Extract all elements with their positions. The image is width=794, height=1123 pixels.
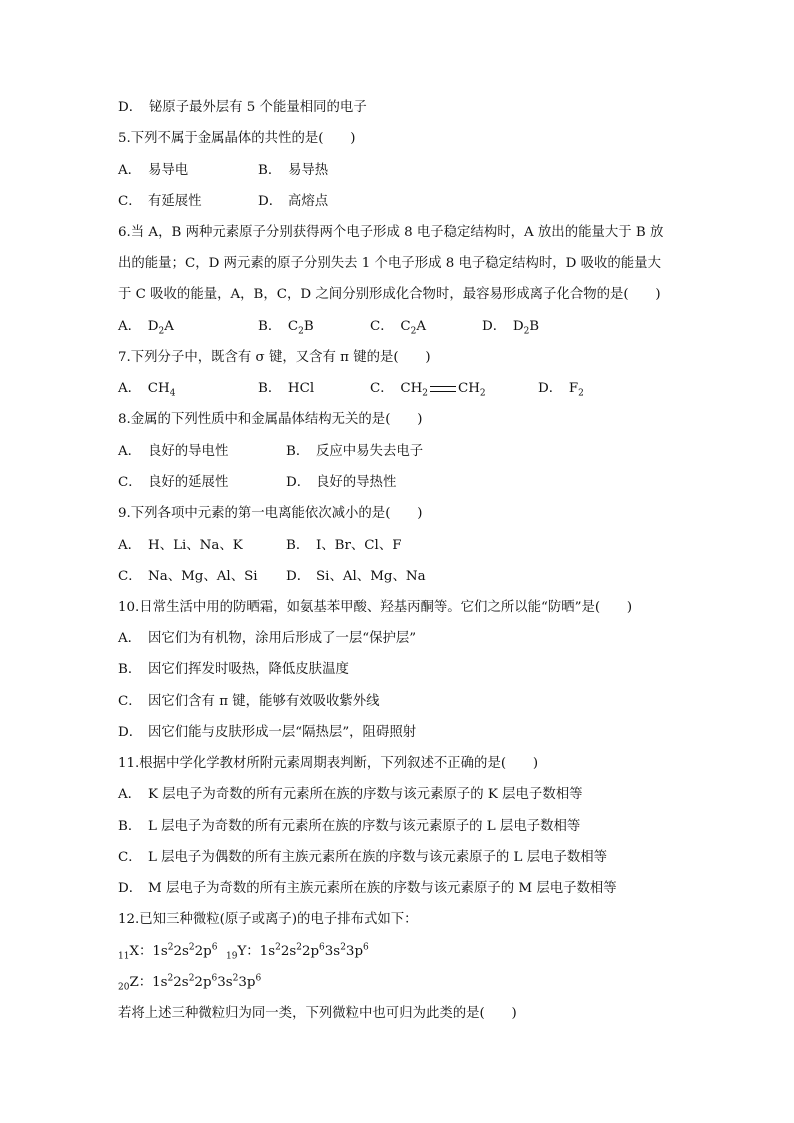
- option-text: L 层电子为奇数的所有元素所在族的序数与该元素原子的 L 层电子数相等: [148, 819, 581, 834]
- option-label: A．: [118, 163, 142, 178]
- option-text: 有延展性: [148, 194, 202, 209]
- q5-option-a: [118, 161, 188, 181]
- option-text: 易导热: [288, 163, 329, 178]
- question-12: 12.已知三种微粒(原子或离子)的电子排布式如下：: [118, 912, 418, 927]
- option-label: D．: [286, 569, 311, 584]
- q8-option-b: [286, 442, 423, 462]
- option-text: 因它们含有 π 键，能够有效吸收紫外线: [148, 694, 380, 709]
- option-text: 良好的导热性: [316, 475, 397, 490]
- option-text: Na、Mg、Al、Si: [148, 569, 258, 584]
- option-d-line: D． 铋原子最外层有 5 个能量相同的电子: [118, 100, 367, 115]
- question-12-prompt: 若将上述三种微粒归为同一类，下列微粒中也可归为此类的是( ): [118, 1006, 517, 1021]
- q5-option-d: [258, 192, 328, 212]
- option-text: M 层电子为奇数的所有主族元素所在族的序数与该元素原子的 M 层电子数相等: [148, 881, 617, 896]
- q9-option-d: [286, 567, 426, 587]
- option-text: 反应中易失去电子: [316, 444, 424, 459]
- option-label: B．: [258, 163, 282, 178]
- q10-option-c: [118, 692, 380, 712]
- option-text: 良好的延展性: [148, 475, 229, 490]
- option-label: A．: [118, 444, 142, 459]
- option-label: A．: [118, 631, 142, 646]
- q11-option-a: [118, 785, 583, 805]
- option-label: A．: [118, 538, 142, 553]
- q6-option-d: D． $D_2B$: [482, 319, 540, 337]
- q9-option-a: [118, 536, 243, 556]
- option-label: D．: [286, 475, 311, 490]
- q8-option-a: [118, 442, 228, 462]
- q10-option-d: [118, 723, 416, 743]
- option-label: B．: [286, 444, 310, 459]
- question-8: 8.金属的下列性质中和金属晶体结构无关的是( ): [118, 412, 423, 427]
- option-label: D．: [258, 194, 283, 209]
- option-text: 良好的导电性: [148, 444, 229, 459]
- q10-option-b: [118, 660, 349, 680]
- option-label: B．: [286, 538, 310, 553]
- q11-option-b: [118, 817, 580, 837]
- option-label: A．: [118, 787, 142, 802]
- option-label: C．: [118, 569, 142, 584]
- electron-config-xy: $_{11}$X：$1s^22s^22p^6$ $_{19}$Y：$1s^22s^22p^63s^23p^6$: [118, 942, 369, 962]
- question-5: 5.下列不属于金属晶体的共性的是( ): [118, 131, 356, 146]
- option-label: D．: [118, 881, 143, 896]
- q7-option-b: B． HCl: [258, 381, 315, 396]
- option-text: K 层电子为奇数的所有元素所在族的序数与该元素原子的 K 层电子数相等: [148, 787, 583, 802]
- q8-option-c: [118, 473, 228, 493]
- q9-option-b: [286, 536, 402, 556]
- option-label: C．: [118, 475, 142, 490]
- q6-option-a: A． $D_2A$: [118, 319, 174, 337]
- option-text: 因它们为有机物，涂用后形成了一层“保护层”: [148, 631, 417, 646]
- option-text: L 层电子为偶数的所有主族元素所在族的序数与该元素原子的 L 层电子数相等: [148, 850, 608, 865]
- option-label: C．: [118, 694, 142, 709]
- option-text: 因它们挥发时吸热，降低皮肤温度: [148, 662, 349, 677]
- q5-option-c: [118, 192, 202, 212]
- q10-option-a: [118, 629, 416, 649]
- option-text: 因它们能与皮肤形成一层“隔热层”，阻碍照射: [148, 725, 417, 740]
- option-text: I、Br、Cl、F: [316, 538, 402, 553]
- option-label: B．: [118, 819, 142, 834]
- question-6-line-1: 6.当 A，B 两种元素原子分别获得两个电子形成 8 电子稳定结构时，A 放出的能量大于 B 放: [118, 225, 664, 240]
- q8-option-d: [286, 473, 396, 493]
- q7-option-c: C． $CH_2$ $CH_2$: [370, 381, 486, 399]
- electron-config-z: $_{20}$Z：$1s^22s^22p^63s^23p^6$: [118, 973, 262, 993]
- option-label: D．: [118, 725, 143, 740]
- question-6-line-2: 出的能量；C，D 两元素的原子分别失去 1 个电子形成 8 电子稳定结构时，D 吸收的能量大: [118, 256, 661, 271]
- question-10: 10.日常生活中用的防晒霜，如氨基苯甲酸、羟基丙酮等。它们之所以能“防晒”是( ): [118, 600, 633, 615]
- question-11: 11.根据中学化学教材所附元素周期表判断，下列叙述不正确的是( ): [118, 756, 539, 771]
- q7-option-d: D． $F_2$: [538, 381, 584, 399]
- q5-option-b: [258, 161, 328, 181]
- option-text: 易导电: [148, 163, 189, 178]
- double-bond-icon: [430, 386, 456, 392]
- question-9: 9.下列各项中元素的第一电离能依次减小的是( ): [118, 506, 423, 521]
- q7-option-a: A． $CH_4$: [118, 381, 176, 399]
- q9-option-c: [118, 567, 258, 587]
- option-text: 高熔点: [288, 194, 329, 209]
- question-6-line-3: 于 C 吸收的能量，A，B，C，D 之间分别形成化合物时，最容易形成离子化合物的是( ): [118, 287, 661, 302]
- option-label: B．: [118, 662, 142, 677]
- q6-option-c: C． $C_2A$: [370, 319, 426, 337]
- q11-option-c: [118, 848, 607, 868]
- option-text: H、Li、Na、K: [148, 538, 243, 553]
- q11-option-d: [118, 879, 617, 899]
- option-label: C．: [118, 194, 142, 209]
- question-7: 7.下列分子中，既含有 σ 键，又含有 π 键的是( ): [118, 350, 431, 365]
- q6-option-b: B． $C_2B$: [258, 319, 314, 337]
- option-text: Si、Al、Mg、Na: [316, 569, 426, 584]
- option-label: C．: [118, 850, 142, 865]
